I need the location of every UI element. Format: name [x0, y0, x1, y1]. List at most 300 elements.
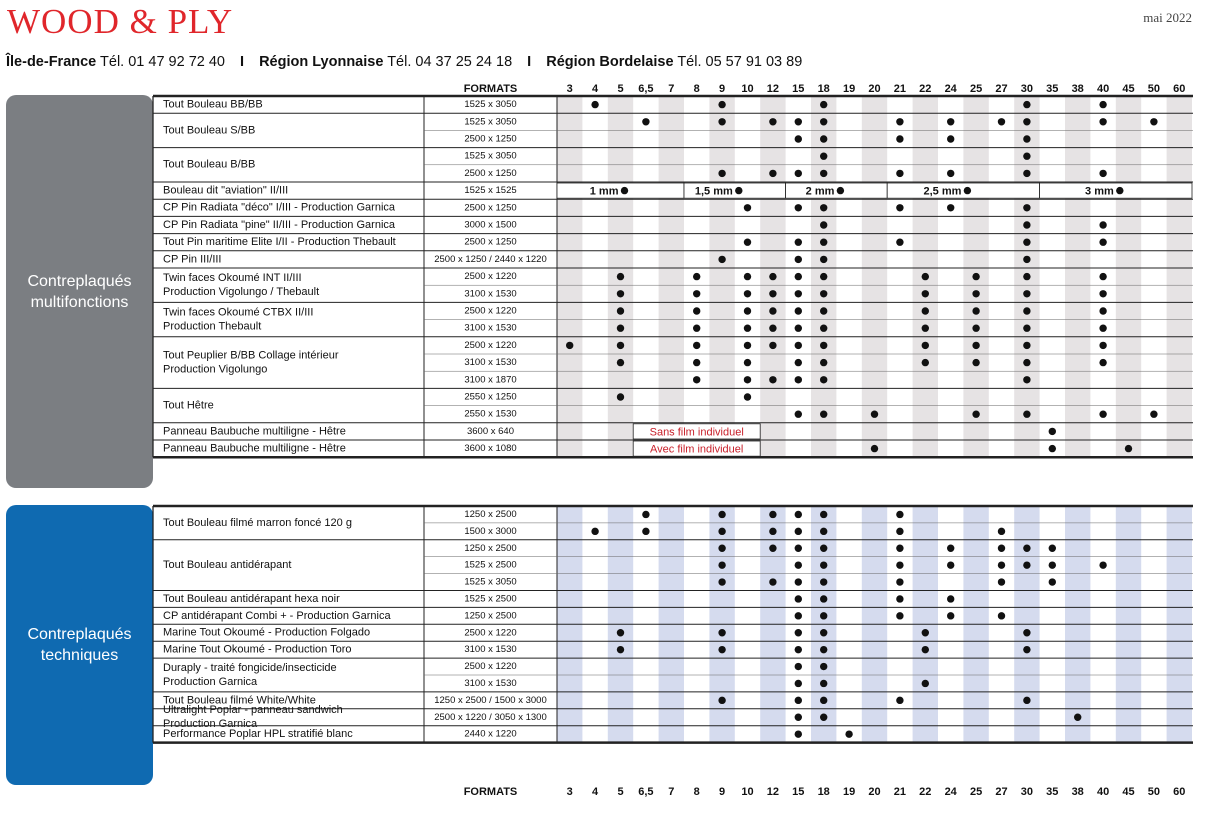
availability-dot: [795, 545, 802, 552]
availability-dot: [922, 307, 929, 314]
availability-dot: [795, 359, 802, 366]
availability-dot: [820, 359, 827, 366]
availability-dot: [896, 612, 903, 619]
availability-dot: [964, 187, 971, 194]
availability-dot: [1099, 273, 1106, 280]
format-cell: 2500 x 1220 / 3050 x 1300: [434, 711, 547, 723]
availability-dot: [1125, 445, 1132, 452]
availability-dot: [1023, 307, 1030, 314]
availability-dot: [820, 204, 827, 211]
availability-dot: [1023, 101, 1030, 108]
availability-dot: [795, 411, 802, 418]
section-table: [153, 506, 1193, 743]
thickness-header: 12: [766, 785, 780, 798]
thickness-header: 20: [868, 82, 881, 95]
thickness-header: 9: [719, 785, 726, 798]
availability-dot: [1023, 376, 1030, 383]
product-name: Tout Bouleau filmé marron foncé 120 g: [163, 516, 352, 529]
aviation-range-box: [557, 183, 684, 198]
thickness-header: 21: [893, 785, 907, 798]
availability-dot: [820, 714, 827, 721]
availability-dot: [947, 204, 954, 211]
availability-dot: [718, 101, 725, 108]
aviation-range-box: [887, 183, 1039, 198]
availability-dot: [617, 342, 624, 349]
availability-dot: [1023, 561, 1030, 568]
availability-dot: [718, 697, 725, 704]
availability-dot: [718, 511, 725, 518]
availability-dot: [1023, 256, 1030, 263]
thickness-header: 22: [919, 785, 932, 798]
thickness-header: 22: [919, 82, 932, 95]
availability-dot: [621, 187, 628, 194]
availability-dot: [693, 325, 700, 332]
format-cell: 1525 x 3050: [464, 576, 517, 588]
thickness-header: 27: [995, 785, 1008, 798]
region-name: Région Bordelaise: [546, 54, 674, 70]
availability-dot: [896, 135, 903, 142]
document-date: mai 2022: [1143, 10, 1192, 25]
format-cell: 1525 x 3050: [464, 150, 517, 162]
availability-dot: [1023, 135, 1030, 142]
availability-dot: [998, 545, 1005, 552]
product-name: CP Pin III/III: [163, 253, 222, 266]
availability-dot: [769, 342, 776, 349]
availability-dot: [998, 578, 1005, 585]
format-cell: 3100 x 1530: [464, 288, 517, 300]
thickness-header: 50: [1147, 82, 1161, 95]
availability-dot: [617, 393, 624, 400]
availability-dot: [769, 578, 776, 585]
availability-dot: [795, 170, 802, 177]
availability-dot: [820, 561, 827, 568]
column-stripe: [1116, 96, 1141, 457]
availability-dot: [1099, 239, 1106, 246]
thickness-header: 18: [817, 785, 830, 798]
availability-dot: [820, 376, 827, 383]
column-stripe: [557, 96, 582, 457]
availability-dot: [795, 325, 802, 332]
availability-dot: [896, 528, 903, 535]
availability-dot: [922, 359, 929, 366]
product-name: CP antidérapant Combi + - Production Garnica: [163, 609, 391, 622]
availability-dot: [922, 646, 929, 653]
column-stripe: [709, 96, 734, 457]
format-cell: 2500 x 1220: [464, 339, 517, 351]
availability-dot: [820, 612, 827, 619]
format-cell: 2500 x 1250: [464, 236, 517, 248]
availability-dot: [922, 273, 929, 280]
product-name: Panneau Baubuche multiligne - Hêtre: [163, 442, 346, 455]
availability-dot: [820, 290, 827, 297]
availability-dot: [972, 359, 979, 366]
availability-dot: [1099, 221, 1106, 228]
section-title-line: Contreplaqués: [27, 272, 132, 290]
availability-dot: [744, 307, 751, 314]
thickness-header: 24: [944, 82, 957, 95]
format-cell: 1250 x 2500 / 1500 x 3000: [434, 694, 547, 706]
availability-dot: [693, 273, 700, 280]
availability-dot: [1023, 411, 1030, 418]
availability-dot: [896, 578, 903, 585]
availability-dot: [795, 528, 802, 535]
product-name: Tout Peuplier B/BB Collage intérieur: [163, 349, 339, 362]
availability-dot: [820, 221, 827, 228]
product-name: CP Pin Radiata "pine" II/III - Production Garnica: [163, 218, 395, 231]
availability-dot: [896, 595, 903, 602]
availability-dot: [922, 680, 929, 687]
availability-dot: [795, 612, 802, 619]
region-tel: Tél. 05 57 91 03 89: [677, 54, 803, 70]
thickness-header: 15: [792, 82, 805, 95]
product-name: Production Garnica: [163, 675, 258, 688]
availability-dot: [1150, 411, 1157, 418]
availability-dot: [820, 578, 827, 585]
availability-dot: [837, 187, 844, 194]
product-name: Tout Bouleau antidérapant: [163, 559, 292, 572]
availability-dot: [795, 595, 802, 602]
format-cell: 3100 x 1530: [464, 644, 517, 656]
availability-dot: [998, 118, 1005, 125]
thickness-header: 4: [592, 785, 599, 798]
availability-dot: [718, 646, 725, 653]
product-name: Performance Poplar HPL stratifié blanc: [163, 728, 353, 741]
format-cell: 2500 x 1250 / 2440 x 1220: [434, 253, 547, 265]
format-cell: 1525 x 3050: [464, 116, 517, 128]
thickness-header: 9: [719, 82, 726, 95]
thickness-header: 5: [617, 785, 624, 798]
availability-dot: [947, 118, 954, 125]
format-cell: 1250 x 2500: [464, 610, 517, 622]
availability-dot: [1049, 428, 1056, 435]
availability-dot: [795, 561, 802, 568]
format-cell: 3100 x 1870: [464, 374, 517, 386]
availability-dot: [1049, 561, 1056, 568]
product-name: Twin faces Okoumé CTBX II/III: [163, 306, 314, 319]
thickness-header: 3: [566, 785, 573, 798]
format-cell: 3600 x 1080: [464, 443, 517, 455]
thickness-header: 10: [741, 785, 754, 798]
formats-label: FORMATS: [463, 82, 518, 95]
availability-dot: [998, 561, 1005, 568]
product-name: Tout Hêtre: [163, 399, 214, 412]
availability-dot: [972, 273, 979, 280]
thickness-header: 7: [668, 785, 675, 798]
availability-dot: [744, 359, 751, 366]
availability-dot: [718, 578, 725, 585]
availability-dot: [947, 545, 954, 552]
availability-dot: [820, 697, 827, 704]
availability-dot: [1023, 342, 1030, 349]
availability-dot: [693, 290, 700, 297]
availability-dot: [718, 256, 725, 263]
format-cell: 2500 x 1220: [464, 305, 517, 317]
format-cell: 3000 x 1500: [464, 219, 517, 231]
thickness-header: 30: [1020, 82, 1034, 95]
availability-dot: [922, 325, 929, 332]
product-name: Bouleau dit "aviation" II/III: [163, 184, 289, 197]
thickness-header: 45: [1122, 785, 1135, 798]
availability-dot: [1099, 290, 1106, 297]
availability-dot: [972, 307, 979, 314]
region-tel: Tél. 04 37 25 24 18: [387, 54, 513, 70]
availability-dot: [718, 528, 725, 535]
availability-dot: [1023, 697, 1030, 704]
availability-dot: [693, 376, 700, 383]
availability-dot: [896, 204, 903, 211]
availability-dot: [1023, 545, 1030, 552]
product-name: CP Pin Radiata "déco" I/III - Production Garnica: [163, 201, 395, 214]
availability-dot: [947, 595, 954, 602]
thickness-header: 15: [792, 785, 805, 798]
product-name: Ultralight Poplar - panneau sandwich: [163, 704, 343, 717]
separator: I: [240, 54, 245, 70]
availability-dot: [795, 663, 802, 670]
product-name: Production Garnica: [163, 718, 258, 731]
format-cell: 1525 x 2500: [464, 593, 517, 605]
format-cell: 3100 x 1530: [464, 322, 517, 334]
availability-dot: [998, 528, 1005, 535]
availability-dot: [744, 342, 751, 349]
availability-dot: [744, 273, 751, 280]
availability-dot: [1099, 170, 1106, 177]
thickness-header: 40: [1096, 785, 1110, 798]
availability-dot: [896, 170, 903, 177]
thickness-header: 10: [741, 82, 754, 95]
availability-dot: [871, 411, 878, 418]
format-cell: 2550 x 1250: [464, 391, 517, 403]
thickness-header: 38: [1071, 785, 1084, 798]
section-title-line: multifonctions: [30, 293, 129, 311]
availability-dot: [1099, 101, 1106, 108]
availability-dot: [642, 528, 649, 535]
availability-dot: [896, 511, 903, 518]
availability-dot: [769, 290, 776, 297]
thickness-header: 19: [842, 82, 856, 95]
availability-dot: [1049, 445, 1056, 452]
availability-dot: [795, 697, 802, 704]
note-text: Avec film individuel: [650, 443, 744, 456]
format-cell: 3600 x 640: [466, 425, 515, 437]
thickness-header: 38: [1071, 82, 1084, 95]
thickness-header: 45: [1122, 82, 1135, 95]
availability-dot: [1023, 290, 1030, 297]
availability-dot: [617, 290, 624, 297]
availability-dot: [1116, 187, 1123, 194]
availability-dot: [1099, 118, 1106, 125]
availability-dot: [896, 118, 903, 125]
availability-dot: [718, 629, 725, 636]
availability-dot: [820, 411, 827, 418]
availability-dot: [820, 511, 827, 518]
thickness-header: 27: [995, 82, 1008, 95]
availability-dot: [769, 170, 776, 177]
availability-dot: [1099, 342, 1106, 349]
availability-dot: [795, 730, 802, 737]
availability-dot: [972, 290, 979, 297]
availability-dot: [1099, 561, 1106, 568]
availability-dot: [820, 307, 827, 314]
availability-dot: [896, 697, 903, 704]
format-cell: 2500 x 1250: [464, 167, 517, 179]
thickness-header: 50: [1147, 785, 1161, 798]
format-cell: 1500 x 3000: [464, 525, 517, 537]
format-cell: 3100 x 1530: [464, 357, 517, 369]
availability-dot: [820, 273, 827, 280]
availability-dot: [744, 239, 751, 246]
availability-dot: [998, 612, 1005, 619]
format-cell: 2550 x 1530: [464, 408, 517, 420]
aviation-thickness-label: 2 mm: [805, 185, 835, 198]
availability-dot: [591, 528, 598, 535]
product-name: Marine Tout Okoumé - Production Folgado: [163, 626, 371, 639]
availability-dot: [795, 118, 802, 125]
column-stripe: [1167, 96, 1192, 457]
availability-dot: [693, 307, 700, 314]
availability-dot: [947, 612, 954, 619]
availability-dot: [1023, 170, 1030, 177]
format-cell: 1525 x 1525: [464, 185, 517, 197]
availability-dot: [1099, 411, 1106, 418]
availability-dot: [972, 325, 979, 332]
availability-dot: [820, 325, 827, 332]
availability-dot: [820, 545, 827, 552]
region-tel: Tél. 01 47 92 72 40: [100, 54, 225, 70]
availability-dot: [1023, 325, 1030, 332]
availability-dot: [820, 101, 827, 108]
availability-dot: [769, 325, 776, 332]
availability-dot: [795, 680, 802, 687]
availability-dot: [896, 545, 903, 552]
thickness-header: 30: [1020, 785, 1034, 798]
thickness-header: 3: [566, 82, 573, 95]
availability-dot: [744, 204, 751, 211]
aviation-thickness-label: 2,5 mm: [923, 185, 962, 198]
availability-dot: [1023, 153, 1030, 160]
availability-dot: [871, 445, 878, 452]
availability-dot: [769, 273, 776, 280]
availability-dot: [922, 290, 929, 297]
availability-dot: [845, 730, 852, 737]
thickness-header: 35: [1046, 785, 1059, 798]
availability-dot: [795, 239, 802, 246]
availability-dot: [820, 595, 827, 602]
availability-dot: [735, 187, 742, 194]
aviation-range-box: [1040, 183, 1192, 198]
availability-dot: [820, 663, 827, 670]
format-cell: 2500 x 1220: [464, 271, 517, 283]
availability-dot: [1099, 359, 1106, 366]
format-cell: 2500 x 1220: [464, 627, 517, 639]
column-stripe: [862, 96, 887, 457]
availability-dot: [820, 646, 827, 653]
region-name: Région Lyonnaise: [259, 54, 384, 70]
availability-dot: [795, 135, 802, 142]
format-cell: 2440 x 1220: [464, 728, 517, 740]
product-name: Tout Bouleau filmé White/White: [163, 694, 316, 707]
product-name: Tout Bouleau BB/BB: [163, 98, 263, 111]
availability-dot: [1023, 118, 1030, 125]
region-name: Île-de-France: [6, 54, 97, 70]
product-name: Twin faces Okoumé INT II/III: [163, 272, 302, 285]
section-title-line: Contreplaqués: [27, 626, 132, 643]
product-name: Panneau Baubuche multiligne - Hêtre: [163, 425, 346, 438]
thickness-header: 25: [969, 785, 983, 798]
aviation-thickness-label: 1 mm: [589, 185, 619, 198]
format-cell: 1525 x 2500: [464, 559, 517, 571]
availability-dot: [642, 118, 649, 125]
format-cell: 2500 x 1220: [464, 661, 517, 673]
thickness-header: 25: [969, 82, 983, 95]
product-name: Tout Bouleau antidérapant hexa noir: [163, 592, 340, 605]
format-cell: 3100 x 1530: [464, 677, 517, 689]
availability-dot: [642, 511, 649, 518]
format-cell: 1250 x 2500: [464, 508, 517, 520]
product-name: Duraply - traité fongicide/insecticide: [163, 661, 337, 674]
availability-dot: [718, 561, 725, 568]
availability-dot: [820, 528, 827, 535]
availability-dot: [947, 170, 954, 177]
availability-dot: [972, 342, 979, 349]
availability-dot: [1049, 578, 1056, 585]
availability-dot: [693, 342, 700, 349]
availability-dot: [795, 256, 802, 263]
availability-dot: [972, 411, 979, 418]
availability-dot: [795, 629, 802, 636]
availability-dot: [1023, 273, 1030, 280]
availability-dot: [744, 325, 751, 332]
column-stripe: [659, 96, 684, 457]
availability-dot: [820, 118, 827, 125]
availability-dot: [1023, 204, 1030, 211]
availability-dot: [795, 204, 802, 211]
availability-dot: [1023, 221, 1030, 228]
section-table: [153, 96, 1193, 457]
availability-dot: [1023, 239, 1030, 246]
availability-dot: [1074, 714, 1081, 721]
product-name: Production Thebault: [163, 320, 262, 333]
availability-dot: [820, 239, 827, 246]
availability-dot: [617, 307, 624, 314]
thickness-header: 60: [1173, 785, 1186, 798]
availability-dot: [769, 528, 776, 535]
product-name: Production Vigolungo / Thebault: [163, 286, 320, 299]
availability-dot: [1023, 359, 1030, 366]
note-text: Sans film individuel: [649, 426, 744, 439]
availability-dot: [617, 629, 624, 636]
availability-dot: [617, 273, 624, 280]
thickness-header: 60: [1173, 82, 1186, 95]
availability-dot: [718, 170, 725, 177]
availability-dot: [1099, 307, 1106, 314]
thickness-header: 21: [893, 82, 907, 95]
thickness-header: 20: [868, 785, 881, 798]
availability-dot: [820, 342, 827, 349]
thickness-header: 8: [693, 785, 700, 798]
thickness-header: 18: [817, 82, 830, 95]
thickness-header: 6,5: [638, 82, 654, 95]
product-name: Tout Pin maritime Elite I/II - Production Thebault: [163, 236, 396, 249]
availability-dot: [591, 101, 598, 108]
availability-dot: [947, 135, 954, 142]
availability-dot: [922, 629, 929, 636]
product-name: Production Vigolungo: [163, 363, 268, 376]
availability-dot: [820, 256, 827, 263]
thickness-header: 19: [842, 785, 856, 798]
aviation-thickness-label: 3 mm: [1085, 185, 1114, 198]
format-cell: 1525 x 3050: [464, 99, 517, 111]
product-name: Tout Bouleau S/BB: [163, 124, 256, 137]
